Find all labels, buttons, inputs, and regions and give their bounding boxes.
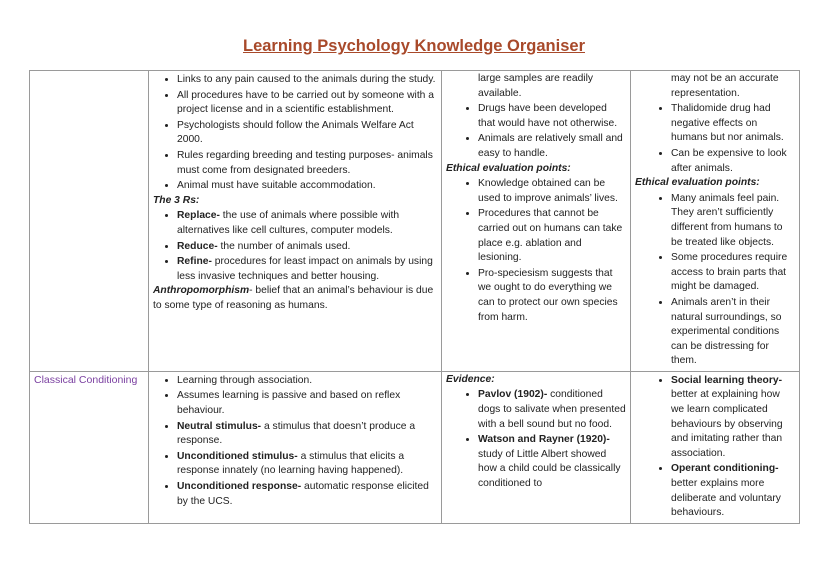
bullet-list	[446, 101, 626, 161]
bullet-list	[635, 101, 795, 176]
content-cell	[442, 371, 631, 523]
definition: study of Little Albert showed how a child could be classically conditioned to	[478, 448, 621, 490]
list-item: • All procedures have to be carried out by someone with a project license and in a scientific establishment.	[177, 88, 437, 118]
bullet-list	[153, 373, 437, 509]
content-cell	[149, 71, 442, 372]
list-item: • Animal must have suitable accommodation.	[177, 178, 437, 194]
topic-cell	[30, 71, 149, 372]
list-item: • Rules regarding breeding and testing purposes- animals must come from designated breeders.	[177, 148, 437, 178]
term: Social learning theory-	[671, 374, 783, 386]
bullet-list	[153, 208, 437, 284]
term: Anthropomorphism	[153, 285, 250, 297]
term: Refine-	[177, 256, 212, 268]
definition: a stimulus that doesn’t produce a response.	[177, 420, 416, 447]
list-item: • Procedures that cannot be carried out on humans can take place e.g. ablation and lesioning.	[478, 206, 626, 265]
table-row	[30, 71, 800, 372]
knowledge-organiser-table	[29, 70, 800, 524]
term: Pavlov (1902)-	[478, 389, 548, 401]
content-cell	[631, 371, 800, 523]
table-row	[30, 371, 800, 523]
page-title: Learning Psychology Knowledge Organiser	[243, 37, 585, 55]
list-item	[177, 419, 437, 449]
list-item	[177, 239, 437, 255]
list-item: • Many animals feel pain. They aren’t sufficiently different from humans to be treated like objects.	[671, 191, 795, 250]
term: Reduce-	[177, 240, 218, 252]
list-item: • Drugs have been developed that would have not otherwise.	[478, 101, 626, 131]
definition: better explains more deliberate and voluntary behaviours.	[671, 478, 781, 519]
content-cell	[442, 71, 631, 372]
definition: better at explaining how we learn complicated behaviours by observing and imitating rather than association.	[671, 389, 783, 459]
list-item: • Thalidomide drug had negative effects on humans but nor animals.	[671, 101, 795, 146]
list-item	[177, 208, 437, 238]
topic-cell: Classical Conditioning	[30, 371, 149, 523]
list-item: • Knowledge obtained can be used to improve animals’ lives.	[478, 176, 626, 206]
term: Operant conditioning-	[671, 463, 779, 475]
list-item: • Some procedures require access to brain parts that might be damaged.	[671, 250, 795, 295]
definition: the use of animals where possible with alternatives like cell cultures, computer models.	[177, 210, 400, 236]
list-item	[671, 373, 795, 462]
term: Unconditioned response-	[177, 481, 302, 493]
subheading: Evidence:	[446, 373, 495, 385]
term: Neutral stimulus-	[177, 420, 262, 432]
definition: conditioned dogs to salivate when presented with a bell sound but no food.	[478, 389, 626, 430]
list-item: • Psychologists should follow the Animals Welfare Act 2000.	[177, 118, 437, 148]
list-item	[177, 449, 437, 479]
list-item	[177, 388, 437, 418]
term: Watson and Rayner (1920)-	[478, 434, 610, 446]
term: Replace-	[177, 210, 220, 222]
bullet-list	[446, 387, 626, 491]
definition: a stimulus that elicits a response innately (no learning having happened).	[177, 450, 405, 477]
list-item	[478, 432, 626, 491]
subheading: Ethical evaluation points:	[446, 162, 571, 174]
definition: automatic response elicited by the UCS.	[177, 481, 429, 507]
bullet-list	[635, 373, 795, 521]
list-item	[478, 387, 626, 432]
subheading: The 3 Rs:	[153, 194, 200, 206]
bullet-list	[635, 191, 795, 369]
continued-text: large samples are readily available.	[478, 73, 594, 99]
content-cell	[149, 371, 442, 523]
definition: Assumes learning is passive and based on reflex behaviour.	[177, 390, 401, 417]
definition: procedures for least impact on animals by using less invasive techniques and better housing.	[177, 256, 433, 282]
list-item: • Pro-speciesism suggests that we ought to do everything we can to protect our own species from harm.	[478, 266, 626, 325]
paragraph	[153, 284, 437, 313]
list-item	[177, 254, 437, 284]
list-item	[671, 461, 795, 520]
bullet-list	[446, 176, 626, 325]
definition: Learning through association.	[177, 374, 313, 386]
list-item: • Animals aren’t in their natural surroundings, so experimental conditions can be distressing for them.	[671, 295, 795, 369]
definition: the number of animals used.	[217, 240, 351, 252]
subheading: Ethical evaluation points:	[635, 177, 760, 189]
list-item: • Can be expensive to look after animals.	[671, 146, 795, 176]
list-item	[177, 373, 437, 389]
term: Unconditioned stimulus-	[177, 450, 298, 462]
content-cell	[631, 71, 800, 372]
list-item: • Animals are relatively small and easy to handle.	[478, 131, 626, 161]
continued-text: may not be an accurate representation.	[671, 73, 779, 99]
list-item: • Links to any pain caused to the animals during the study.	[177, 72, 437, 88]
definition: - belief that an animal’s behaviour is due to some type of reasoning as humans.	[153, 285, 434, 311]
bullet-list	[153, 72, 437, 194]
list-item	[177, 479, 437, 509]
